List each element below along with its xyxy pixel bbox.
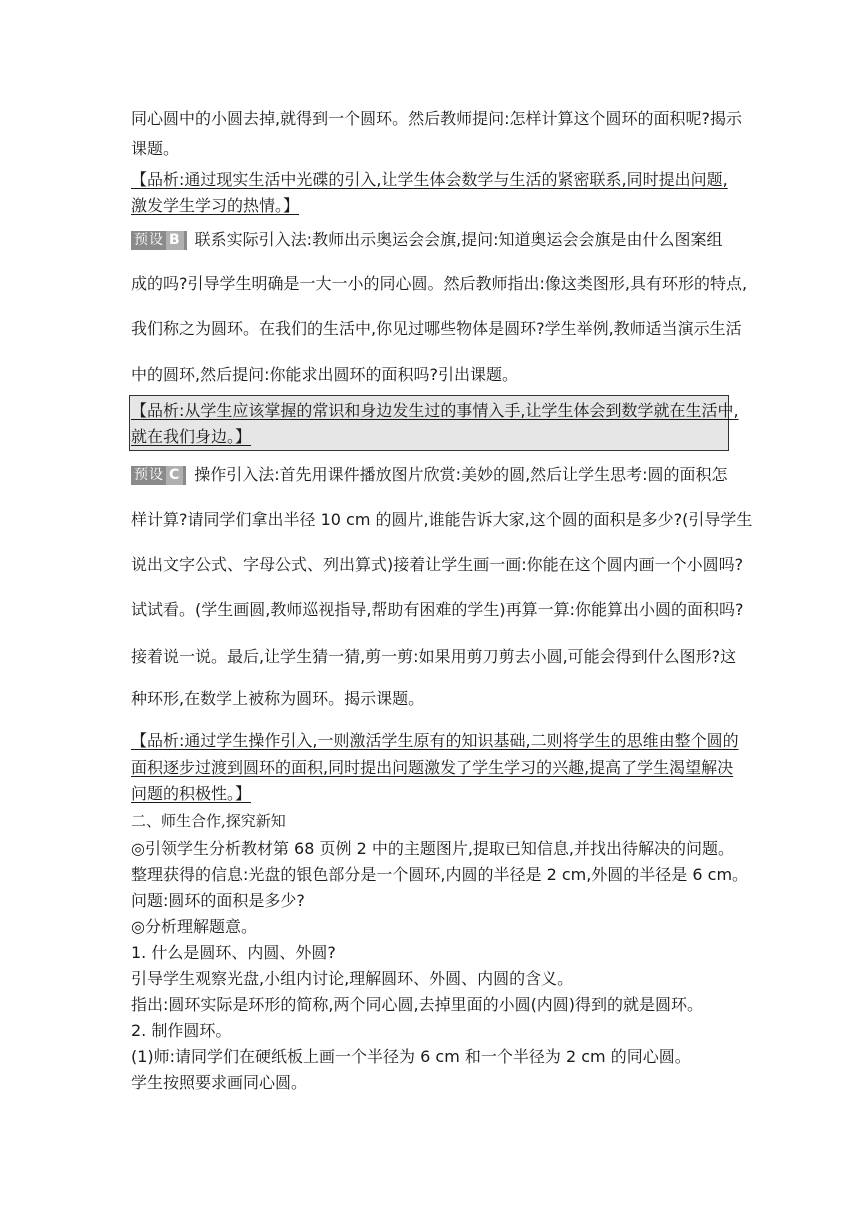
comment-line: 面积逐步过渡到圆环的面积,同时提出问题激发了学生学习的兴趣,提高了学生渴望解决 (131, 758, 734, 777)
preset-b-tag: 预设 B (131, 231, 187, 250)
comment-line: 【品析:从学生应该掌握的常识和身边发生过的事情入手,让学生体会到数学就在生活中, (131, 401, 739, 420)
paragraph-line: ◎引领学生分析教材第 68 页例 2 中的主题图片,提取已知信息,并找出待解决的问题。 (131, 839, 735, 858)
comment-line: 就在我们身边。】 (131, 427, 252, 446)
comment-line: 【品析:通过学生操作引入,一则激活学生原有的知识基础,二则将学生的思维由整个圆的 (131, 731, 739, 750)
section-heading: 二、师生合作,探究新知 (131, 812, 286, 830)
paragraph-line: 学生按照要求画同心圆。 (131, 1073, 308, 1092)
paragraph-line: 样计算?请同学们拿出半径 10 cm 的圆片,谁能告诉大家,这个圆的面积是多少?(引导学生 (131, 510, 753, 529)
paragraph-line: 1. 什么是圆环、内圆、外圆? (131, 943, 336, 962)
paragraph-line: 试试看。(学生画圆,教师巡视指导,帮助有困难的学生)再算一算:你能算出小圆的面积吗? (131, 600, 744, 619)
paragraph-line: 整理获得的信息:光盘的银色部分是一个圆环,内圆的半径是 2 cm,外圆的半径是 6 cm。 (131, 865, 749, 884)
paragraph-line: 中的圆环,然后提问:你能求出圆环的面积吗?引出课题。 (131, 365, 518, 384)
paragraph-line: 2. 制作圆环。 (131, 1021, 232, 1040)
paragraph-line: 课题。 (131, 139, 180, 158)
paragraph-line: (1)师:请同学们在硬纸板上画一个半径为 6 cm 和一个半径为 2 cm 的同心圆。 (131, 1047, 691, 1066)
comment-line: 问题的积极性。】 (131, 784, 252, 803)
preset-c-first-line: 预设 C 操作引入法:首先用课件播放图片欣赏:美妙的圆,然后让学生思考:圆的面积怎 (131, 464, 728, 486)
paragraph-line: 指出:圆环实际是环形的简称,两个同心圆,去掉里面的小圆(内圆)得到的就是圆环。 (131, 995, 704, 1014)
paragraph-line: 种环形,在数学上被称为圆环。揭示课题。 (131, 689, 425, 708)
paragraph-line: 问题:圆环的面积是多少? (131, 891, 305, 910)
comment-line: 激发学生学习的热情。】 (131, 196, 300, 215)
paragraph-line: 引导学生观察光盘,小组内讨论,理解圆环、外圆、内圆的含义。 (131, 969, 574, 988)
paragraph-line: 说出文字公式、字母公式、列出算式)接着让学生画一画:你能在这个圆内画一个小圆吗? (131, 555, 744, 574)
preset-c-tag: 预设 C (131, 466, 186, 485)
preset-b-first-line: 预设 B 联系实际引入法:教师出示奥运会会旗,提问:知道奥运会会旗是由什么图案组 (131, 229, 723, 251)
paragraph-line: 我们称之为圆环。在我们的生活中,你见过哪些物体是圆环?学生举例,教师适当演示生活 (131, 319, 742, 338)
paragraph-line: 接着说一说。最后,让学生猜一猜,剪一剪:如果用剪刀剪去小圆,可能会得到什么图形?这 (131, 647, 737, 666)
paragraph-line: ◎分析理解题意。 (131, 917, 257, 936)
paragraph-line: 同心圆中的小圆去掉,就得到一个圆环。然后教师提问:怎样计算这个圆环的面积呢?揭示 (131, 109, 742, 128)
paragraph-line: 成的吗?引导学生明确是一大一小的同心圆。然后教师指出:像这类图形,具有环形的特点, (131, 274, 748, 293)
comment-line: 【品析:通过现实生活中光碟的引入,让学生体会数学与生活的紧密联系,同时提出问题, (131, 170, 728, 189)
